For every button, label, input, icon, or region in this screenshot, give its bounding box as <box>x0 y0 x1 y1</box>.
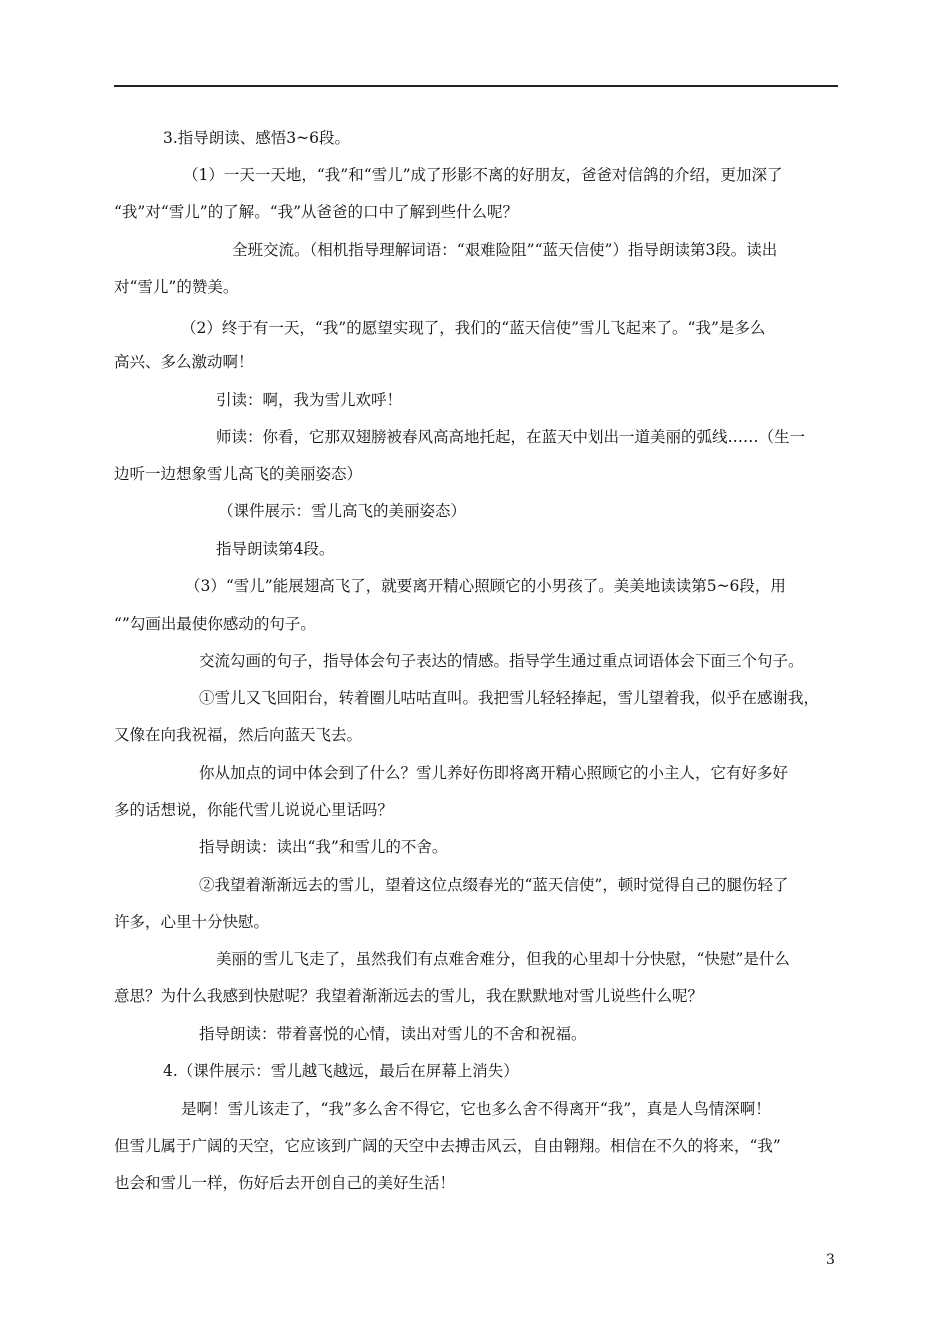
paragraph-line: 美丽的雪儿飞走了，虽然我们有点难舍难分，但我的心里却十分快慰，“快慰”是什么 <box>216 950 790 968</box>
paragraph-line: ①雪儿又飞回阳台，转着圈儿咕咕直叫。我把雪儿轻轻捧起，雪儿望着我，似乎在感谢我， <box>199 689 820 707</box>
paragraph-line: （2）终于有一天，“我”的愿望实现了，我们的“蓝天信使”雪儿飞起来了。“我”是多么 <box>181 319 766 337</box>
paragraph-line: 全班交流。（相机指导理解词语：“艰难险阻”“蓝天信使”）指导朗读第3段。读出 <box>232 241 778 259</box>
paragraph-line: “”勾画出最使你感动的句子。 <box>114 615 316 633</box>
paragraph-line: （1）一天一天地，“我”和“雪儿”成了形影不离的好朋友，爸爸对信鸽的介绍，更加深了 <box>183 166 783 184</box>
paragraph-line: 引读：啊，我为雪儿欢呼！ <box>216 391 403 409</box>
paragraph-line: 也会和雪儿一样，伤好后去开创自己的美好生活！ <box>114 1174 456 1192</box>
paragraph-line: 是啊！雪儿该走了，“我”多么舍不得它，它也多么舍不得离开“我”，真是人鸟情深啊！ <box>181 1100 771 1118</box>
paragraph-line: （3）“雪儿”能展翅高飞了，就要离开精心照顾它的小男孩了。美美地读读第5~6段，用 <box>185 577 786 595</box>
paragraph-line: 交流勾画的句子，指导体会句子表达的情感。指导学生通过重点词语体会下面三个句子。 <box>199 652 804 670</box>
paragraph-line: 意思？为什么我感到快慰呢？我望着渐渐远去的雪儿，我在默默地对雪儿说些什么呢？ <box>114 987 704 1005</box>
page-number: 3 <box>826 1252 835 1268</box>
section-heading-4: 4.（课件展示：雪儿越飞越远，最后在屏幕上消失） <box>163 1062 519 1080</box>
paragraph-line: 高兴、多么激动啊！ <box>114 353 254 371</box>
paragraph-line: （课件展示：雪儿高飞的美丽姿态） <box>218 502 467 520</box>
section-heading-3: 3.指导朗读、感悟3~6段。 <box>163 129 350 147</box>
paragraph-line: 指导朗读第4段。 <box>216 540 335 558</box>
paragraph-line: 多的话想说，你能代雪儿说说心里话吗？ <box>114 801 394 819</box>
paragraph-line: 边听一边想象雪儿高飞的美丽姿态） <box>114 465 363 483</box>
paragraph-line: 你从加点的词中体会到了什么？雪儿养好伤即将离开精心照顾它的小主人，它有好多好 <box>199 764 789 782</box>
header-rule <box>114 85 838 87</box>
paragraph-line: 又像在向我祝福，然后向蓝天飞去。 <box>114 726 363 744</box>
paragraph-line: ②我望着渐渐远去的雪儿，望着这位点缀春光的“蓝天信使”，顿时觉得自己的腿伤轻了 <box>199 876 789 894</box>
paragraph-line: 但雪儿属于广阔的天空，它应该到广阔的天空中去搏击风云，自由翱翔。相信在不久的将来，“我” <box>114 1137 781 1155</box>
paragraph-line: 师读：你看，它那双翅膀被春风高高地托起，在蓝天中划出一道美丽的弧线……（生一 <box>216 428 806 446</box>
paragraph-line: “我”对“雪儿”的了解。“我”从爸爸的口中了解到些什么呢？ <box>114 203 519 221</box>
paragraph-line: 许多，心里十分快慰。 <box>114 913 270 931</box>
paragraph-line: 指导朗读：读出“我”和雪儿的不舍。 <box>199 838 448 856</box>
paragraph-line: 对“雪儿”的赞美。 <box>114 278 239 296</box>
paragraph-line: 指导朗读：带着喜悦的心情，读出对雪儿的不舍和祝福。 <box>199 1025 587 1043</box>
